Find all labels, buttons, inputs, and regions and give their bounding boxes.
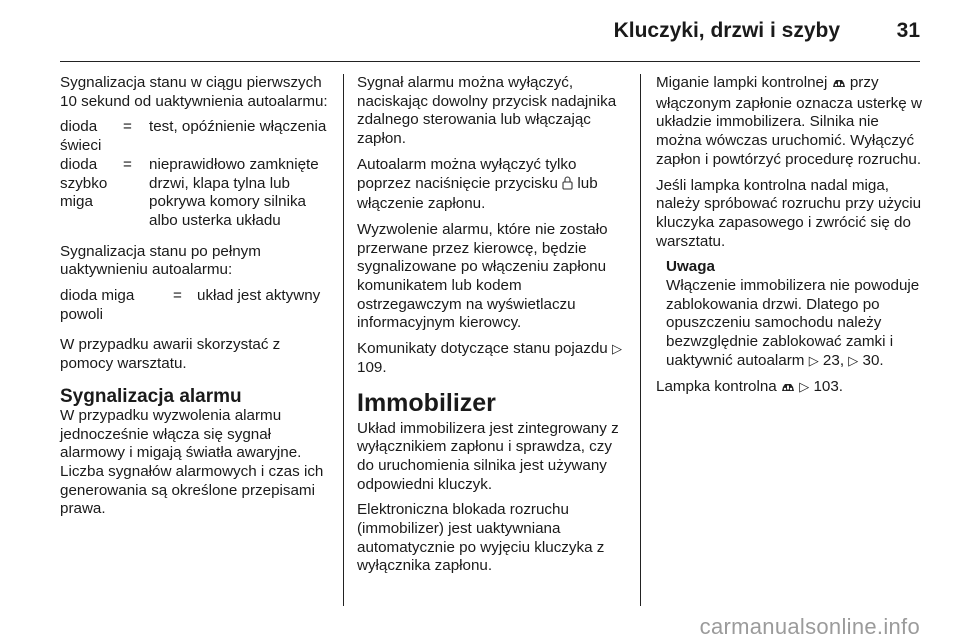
- paragraph: Wyzwolenie alarmu, które nie zostało przerwane przez kierowcę, będzie sygnalizowane po włączeniu zapłonu komunikatem lub kodem ostrzegawczym na wyświetlaczu informacyjnym kierowcy.: [357, 220, 608, 332]
- list-desc: układ jest aktywny: [197, 287, 321, 305]
- paragraph: W przypadku awarii skorzystać z pomocy warsztatu.: [60, 336, 281, 373]
- reference-arrow-icon: ▷: [799, 378, 810, 394]
- list-desc: test, opóźnienie włączenia: [149, 118, 327, 136]
- chapter-title: Kluczyki, drzwi i szyby: [613, 19, 840, 42]
- page-reference[interactable]: 30.: [862, 351, 884, 369]
- list-desc: nieprawidłowo zamknięte drzwi, klapa tylna lub pokrywa komory silnika albo usterka układu: [149, 155, 319, 229]
- paragraph: Układ immobilizera jest zintegrowany z wyłącznikiem zapłonu i sprawdza, czy do uruchomienia silnika jest używany odpowiedni kluczyk.: [357, 419, 619, 493]
- column-divider: [640, 74, 641, 606]
- page-number: 31: [896, 19, 920, 42]
- text-span: Lampka kontrolna: [656, 377, 777, 395]
- paragraph: Elektroniczna blokada rozruchu (immobilizer) jest uaktywniana automatycznie po wyjęciu kluczyka z wyłącznika zapłonu.: [357, 501, 605, 575]
- page-reference[interactable]: 103.: [813, 377, 843, 395]
- immobilizer-car-key-icon: [832, 76, 846, 95]
- paragraph: Jeśli lampka kontrolna nadal miga, należy spróbować rozruchu przy użyciu kluczyka zapasowego i zwrócić się do warsztatu.: [656, 176, 922, 250]
- note-text: Włączenie immobilizera nie powoduje zablokowania drzwi. Dlatego po opuszczeniu samochodu należy bezwzględnie zablokować zamki i uaktywnić autoalarm: [666, 277, 920, 369]
- text-span: Autoalarm można wyłączyć tylko poprzez naciśnięcie przycisku: [357, 155, 577, 192]
- list-term: dioda świeci: [60, 118, 102, 155]
- column-middle: [357, 74, 629, 583]
- page-header: [0, 0, 960, 62]
- page-reference[interactable]: 23,: [822, 351, 845, 369]
- list-equals: =: [123, 118, 132, 136]
- section-title: Immobilizer: [357, 388, 496, 417]
- immobilizer-car-key-icon: [781, 380, 795, 399]
- text-span: Komunikaty dotyczące stanu pojazdu: [357, 340, 608, 358]
- list-equals: =: [123, 155, 132, 173]
- paragraph: [357, 156, 629, 214]
- header-rule: [60, 61, 920, 62]
- note-title: Uwaga: [666, 258, 715, 276]
- reference-arrow-icon: ▷: [611, 341, 622, 357]
- page-reference[interactable]: 109.: [357, 358, 387, 376]
- reference-arrow-icon: ▷: [808, 352, 819, 368]
- list-term: dioda szybko miga: [60, 155, 108, 211]
- text-span: Miganie lampki kontrolnej: [656, 74, 828, 91]
- subheading: Sygnalizacja alarmu: [60, 385, 242, 407]
- paragraph: Sygnał alarmu można wyłączyć, naciskając dowolny przycisk nadajnika zdalnego sterowania lub włączając zapłon.: [357, 74, 617, 148]
- list-equals: =: [173, 287, 182, 305]
- paragraph: [357, 340, 629, 377]
- column-left: [60, 74, 332, 526]
- paragraph: Sygnalizacja stanu po pełnym uaktywnieniu autoalarmu:: [60, 242, 261, 279]
- status-list-initial: [60, 118, 332, 230]
- column-right: [656, 74, 924, 405]
- status-list-active: [60, 287, 332, 324]
- note-box: [666, 258, 924, 370]
- column-divider: [343, 74, 344, 606]
- paragraph: [656, 378, 924, 399]
- paragraph: Sygnalizacja stanu w ciągu pierwszych 10 sekund od uaktywnienia autoalarmu:: [60, 74, 328, 110]
- paragraph: W przypadku wyzwolenia alarmu jednocześnie włącza się sygnał alarmowy i migają światła awaryjne. Liczba sygnałów alarmowych i czas ich generowania są określone przepisami prawa.: [60, 406, 324, 518]
- list-term: dioda miga powoli: [60, 287, 135, 323]
- paragraph: [656, 74, 924, 170]
- lock-button-icon: [562, 175, 573, 196]
- watermark: carmanualsonline.info: [699, 614, 920, 639]
- text-span: przy włączonym zapłonie oznacza usterkę w układzie immobilizera. Silnika nie można wówczas uruchomić. Wyłączyć zapłon i powtórzyć procedurę rozruchu.: [656, 74, 922, 168]
- reference-arrow-icon: ▷: [848, 352, 859, 368]
- text-span: lub włączenie zapłonu.: [357, 174, 598, 213]
